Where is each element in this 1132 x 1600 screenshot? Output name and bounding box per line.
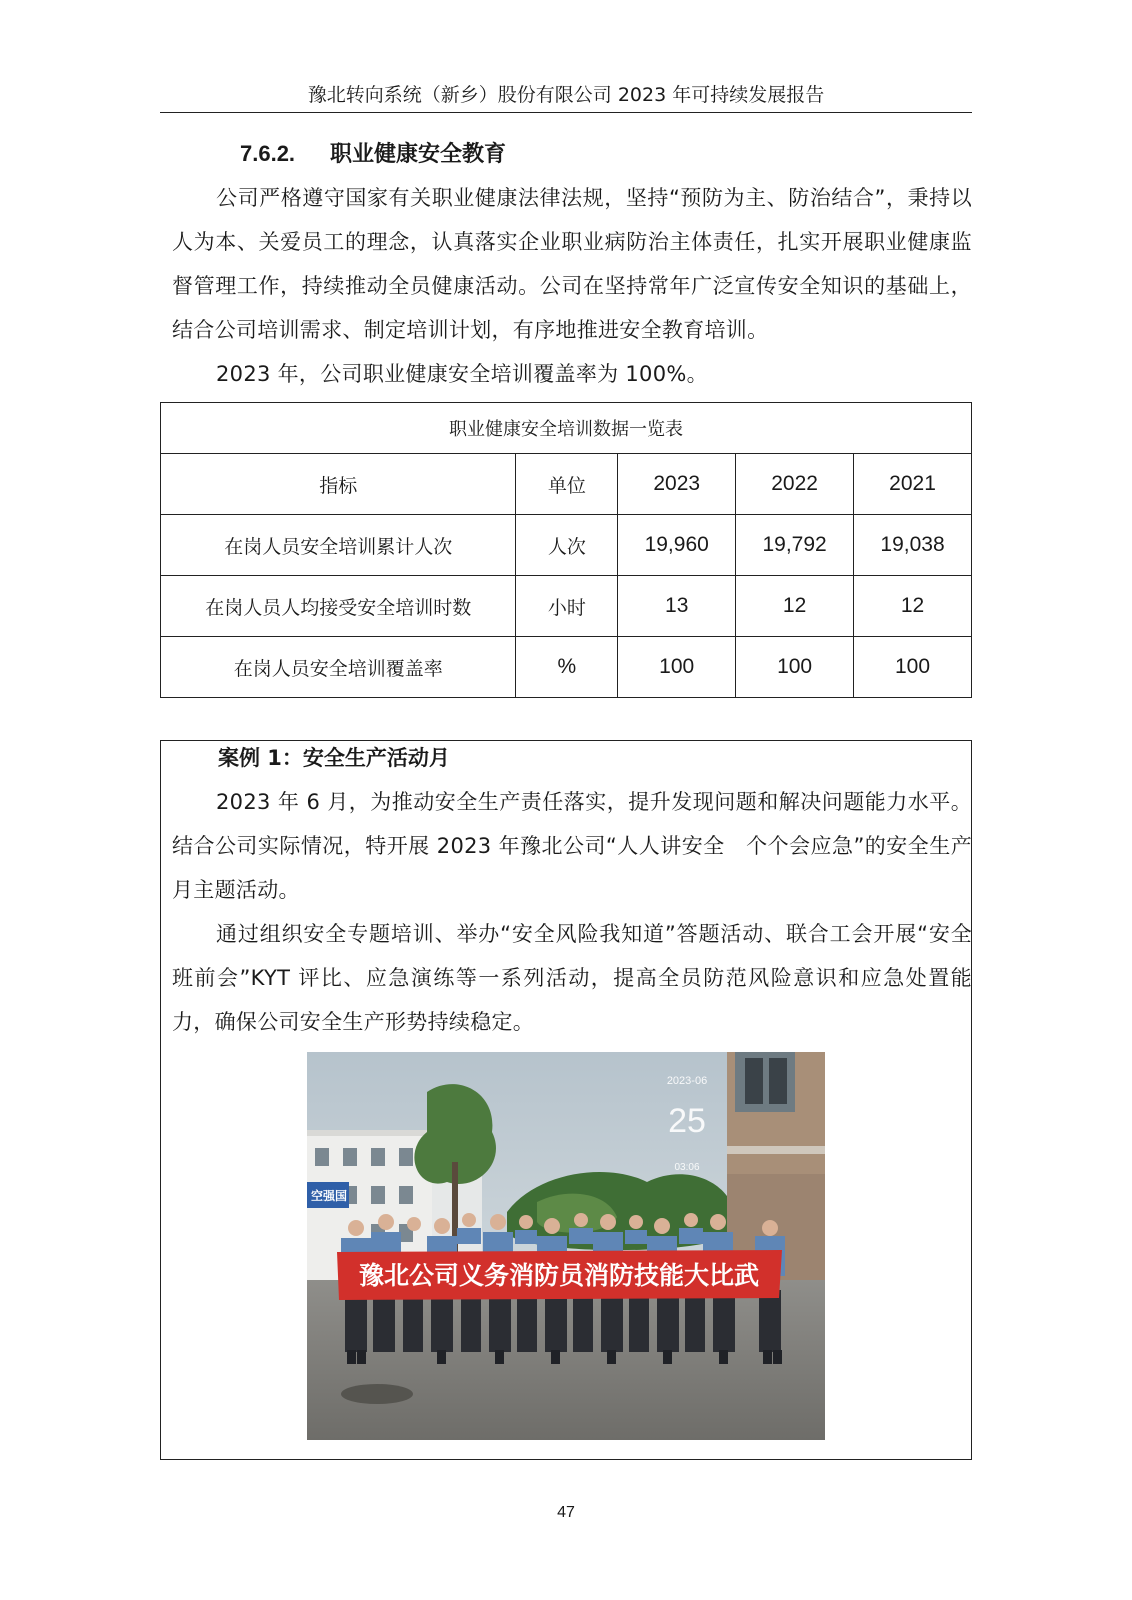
watermark-day: 25 (668, 1102, 706, 1140)
table-row (161, 576, 972, 637)
table-cell: 19,792 (736, 515, 854, 576)
table-header-row (161, 454, 972, 515)
table-cell: 人次 (516, 515, 618, 576)
table-cell: 19,038 (854, 515, 972, 576)
section-title: 职业健康安全教育 (330, 142, 507, 167)
table-row (161, 637, 972, 698)
table-row (161, 515, 972, 576)
training-data-table (160, 402, 972, 698)
banner-text: 豫北公司义务消防员消防技能大比武 (358, 1261, 760, 1290)
building-sign-text: 空强国 (311, 1189, 348, 1203)
table-cell: 100 (854, 637, 972, 698)
table-caption: 职业健康安全培训数据一览表 (161, 403, 972, 454)
section-number: 7.6.2. (240, 141, 296, 166)
table-cell: 100 (618, 637, 736, 698)
column-header: 指标 (161, 454, 516, 515)
table-cell: 在岗人员人均接受安全培训时数 (161, 576, 516, 637)
coverage-paragraph: 2023 年，公司职业健康安全培训覆盖率为 100%。 (216, 362, 708, 386)
column-header: 2022 (736, 454, 854, 515)
page-number: 47 (557, 1504, 575, 1521)
case-paragraph: 通过组织安全专题培训、举办“安全风险我知道”答题活动、联合工会开展“安全班前会”KYT 评比、应急演练等一系列活动，提高全员防范风险意识和应急处置能力，确保公司安全生产形势持续稳定。 (172, 922, 972, 1034)
table-cell: 12 (854, 576, 972, 637)
event-photo (307, 1052, 825, 1440)
column-header: 单位 (516, 454, 618, 515)
column-header: 2021 (854, 454, 972, 515)
report-header: 豫北转向系统（新乡）股份有限公司 2023 年可持续发展报告 (307, 84, 825, 106)
table-cell: 13 (618, 576, 736, 637)
table-cell: 在岗人员安全培训累计人次 (161, 515, 516, 576)
case-paragraph: 2023 年 6 月，为推动安全生产责任落实，提升发现问题和解决问题能力水平。结合公司实际情况，特开展 2023 年豫北公司“人人讲安全 个个会应急”的安全生产月主题活动。 (172, 790, 972, 902)
intro-paragraph: 公司严格遵守国家有关职业健康法律法规，坚持“预防为主、防治结合”，秉持以人为本、关爱员工的理念，认真落实企业职业病防治主体责任，扎实开展职业健康监督管理工作，持续推动全员健康活动。公司在坚持常年广泛宣传安全知识的基础上，结合公司培训需求、制定培训计划，有序地推进安全教育培训。 (172, 186, 972, 342)
table-cell: % (516, 637, 618, 698)
section-heading (240, 136, 506, 173)
table-cell: 19,960 (618, 515, 736, 576)
header-divider (160, 112, 972, 113)
table-cell: 在岗人员安全培训覆盖率 (161, 637, 516, 698)
case-title: 案例 1：安全生产活动月 (218, 746, 450, 770)
watermark-time: 03:06 (674, 1162, 700, 1173)
table-cell: 小时 (516, 576, 618, 637)
table-cell: 12 (736, 576, 854, 637)
column-header: 2023 (618, 454, 736, 515)
manhole-cover (341, 1384, 413, 1404)
watermark-date: 2023-06 (666, 1075, 708, 1087)
table-cell: 100 (736, 637, 854, 698)
